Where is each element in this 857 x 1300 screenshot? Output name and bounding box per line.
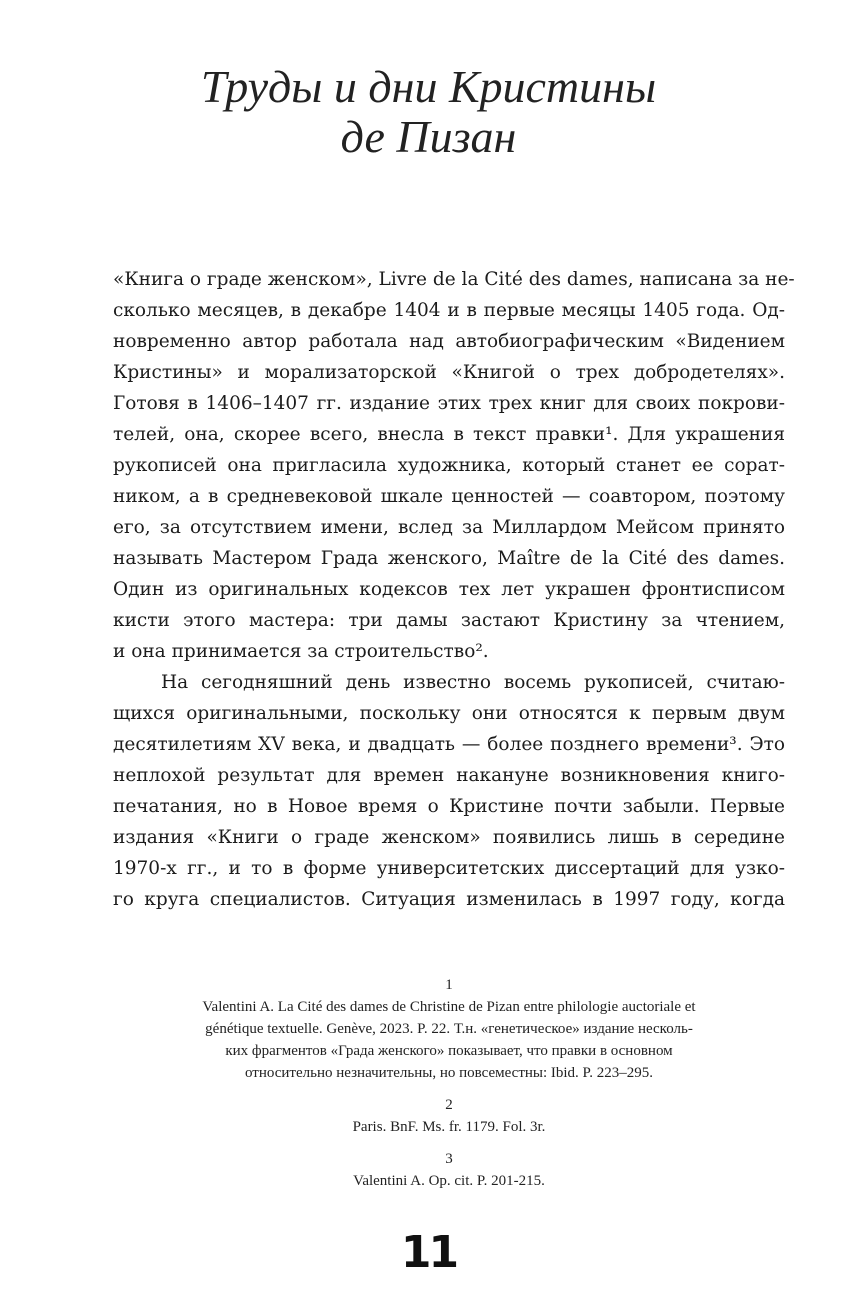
footnote-line: génétique textuelle. Genève, 2023. P. 22. Т.н. «генетическое» издание несколь- <box>205 1021 693 1037</box>
text-line: новременно автор работала над автобиографическим «Видением <box>113 331 785 352</box>
text-line: «Книга о граде женском», Livre de la Cité des dames, написана за не- <box>113 269 795 290</box>
footnote-line: относительно незначительны, но повсеместны: Ibid. P. 223–295. <box>244 1065 653 1081</box>
text-line: кисти этого мастера: три дамы застают Кристину за чтением, <box>113 610 785 631</box>
text-line: щихся оригинальными, поскольку они относятся к первым двум <box>113 703 785 724</box>
footnote-line: Valentini A. Op. cit. P. 201-215. <box>353 1173 545 1189</box>
text-line: его, за отсутствием имени, вслед за Миллардом Мейсом принято <box>113 517 785 538</box>
footnote-number: 3 <box>445 1151 453 1167</box>
text-line: неплохой результат для времен накануне возникновения книго- <box>113 765 785 786</box>
footnote-1 <box>113 974 785 1084</box>
text-line: издания «Книги о граде женском» появились лишь в середине <box>113 827 785 848</box>
footnote-number: 1 <box>445 977 453 993</box>
chapter-title-line-2: де Пизан <box>340 111 517 162</box>
footnote-3 <box>113 1148 785 1192</box>
text-line: телей, она, скорее всего, внесла в текст правки¹. Для украшения <box>113 424 785 445</box>
text-line: рукописей она пригласила художника, который станет ее сорат- <box>113 455 785 476</box>
footnote-line: ких фрагментов «Града женского» показывает, что правки в основном <box>225 1043 673 1059</box>
footnote-line: Valentini A. La Cité des dames de Christine de Pizan entre philologie auctoriale et <box>202 999 696 1015</box>
text-line: На сегодняшний день известно восемь рукописей, считаю- <box>161 672 785 693</box>
text-line: сколько месяцев, в декабре 1404 и в первые месяцы 1405 года. Од- <box>113 300 785 321</box>
paragraph-1 <box>113 264 795 667</box>
text-line: 1970-х гг., и то в форме университетских диссертаций для узко- <box>113 858 785 879</box>
text-line: называть Мастером Града женского, Maître de la Cité des dames. <box>113 548 785 569</box>
text-line: Кристины» и морализаторской «Книгой о трех добродетелях». <box>113 362 785 383</box>
body-text <box>113 264 795 915</box>
text-line: го круга специалистов. Ситуация изменилась в 1997 году, когда <box>113 889 785 910</box>
footnote-number: 2 <box>445 1097 453 1113</box>
text-line: ником, а в средневековой шкале ценностей — соавтором, поэтому <box>113 486 785 507</box>
footnote-line: Paris. BnF. Ms. fr. 1179. Fol. 3r. <box>352 1119 546 1135</box>
paragraph-2 <box>113 667 785 915</box>
chapter-title <box>0 62 857 162</box>
text-line: печатания, но в Новое время о Кристине почти забыли. Первые <box>113 796 785 817</box>
chapter-title-line-1: Труды и дни Кристины <box>200 61 657 112</box>
text-line: Один из оригинальных кодексов тех лет украшен фронтисписом <box>113 579 785 600</box>
footnote-2 <box>113 1094 785 1138</box>
text-line: и она принимается за строительство². <box>113 641 489 662</box>
footnotes <box>113 974 785 1202</box>
text-line: Готовя в 1406–1407 гг. издание этих трех книг для своих покрови- <box>113 393 785 414</box>
text-line: десятилетиям XV века, и двадцать — более позднего времени³. Это <box>113 734 785 755</box>
page-number: 11 <box>400 1227 457 1278</box>
